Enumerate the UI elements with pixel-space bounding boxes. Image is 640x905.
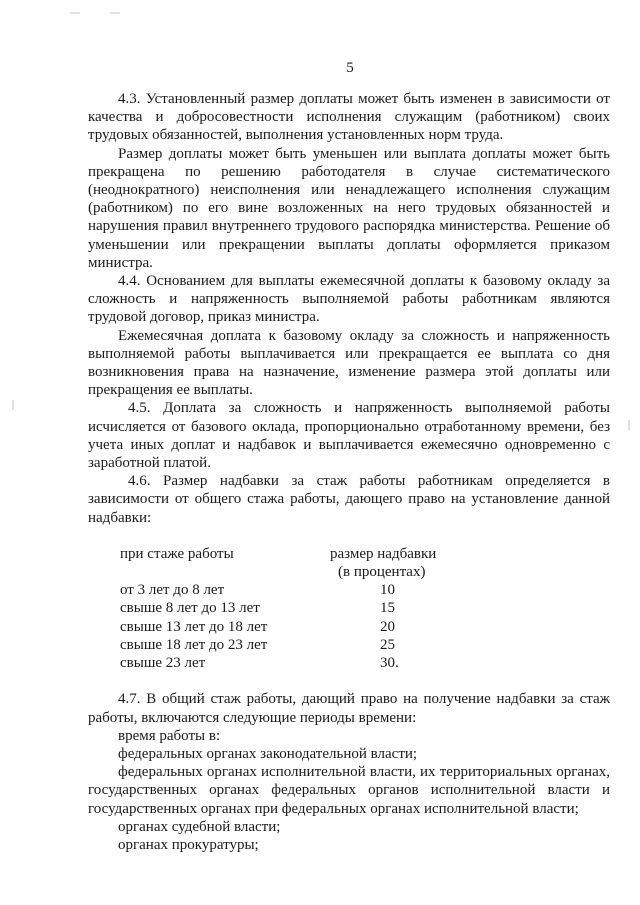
- page-number: 5: [346, 60, 354, 76]
- scan-mark: [12, 400, 14, 410]
- paragraph-4-6: 4.6. Размер надбавки за стаж работы работникам определяется в зависимости от общего стажа работы, дающего право на установление данной надбавки:: [88, 473, 610, 526]
- scan-mark: [110, 12, 120, 14]
- spacer: [88, 527, 610, 545]
- list-item: федеральных органах законодательной власти;: [118, 745, 418, 762]
- table-row: [88, 618, 610, 636]
- table-header: [88, 545, 610, 563]
- seniority-bonus-table: [88, 545, 610, 672]
- table-cell-value: 10: [380, 582, 395, 599]
- list-item: органах прокуратуры;: [118, 836, 259, 853]
- table-row: [88, 654, 610, 672]
- scan-mark: [628, 420, 630, 430]
- scan-mark: [70, 12, 80, 14]
- list-item: органах судебной власти;: [118, 818, 281, 835]
- document-body: [88, 90, 610, 854]
- table-cell-value: 20: [380, 618, 395, 635]
- table-cell-period: свыше 18 лет до 23 лет: [120, 636, 268, 653]
- table-header-period: при стаже работы: [120, 545, 234, 562]
- table-header-sub: [88, 563, 610, 581]
- paragraph-4-5: 4.5. Доплата за сложность и напряженность выполняемой работы исчисляется от базового оклада, пропорционально отработанному времени, без учета иных доплат и надбавок и выплачивается ежемесячно одновременно с заработной платой.: [88, 400, 610, 472]
- list-intro: время работы в:: [118, 727, 221, 744]
- paragraph-4-3: 4.3. Установленный размер доплаты может быть изменен в зависимости от качества и добросовестности исполнения служащим (работником) своих трудовых обязанностей, выполнения установленных норм труда.: [88, 91, 610, 144]
- table-cell-value: 30.: [380, 655, 399, 672]
- paragraph-4-4-continued: Ежемесячная доплата к базовому окладу за сложность и напряженность выполняемой работы выплачивается или прекращается ее выплата со дня возникновения права на назначение, изменение размера этой доплаты или прекращения ее выплаты.: [88, 327, 610, 399]
- table-cell-value: 25: [380, 636, 395, 653]
- table-cell-period: свыше 13 лет до 18 лет: [120, 618, 268, 635]
- table-cell-period: свыше 8 лет до 13 лет: [120, 600, 260, 617]
- table-header-size-unit: (в процентах): [338, 564, 426, 581]
- list-item: федеральных органах исполнительной власти, их территориальных органах, государственных органах федеральных органов исполнительной власти и государственных органах при федеральных органах исполнительной власти;: [88, 764, 610, 817]
- table-row: [88, 581, 610, 599]
- table-row: [88, 599, 610, 617]
- table-row: [88, 636, 610, 654]
- table-cell-period: свыше 23 лет: [120, 655, 206, 672]
- table-cell-period: от 3 лет до 8 лет: [120, 582, 225, 599]
- paragraph-4-7: 4.7. В общий стаж работы, дающий право на получение надбавки за стаж работы, включаются следующие периоды времени:: [88, 691, 610, 726]
- table-cell-value: 15: [380, 600, 395, 617]
- spacer: [88, 672, 610, 690]
- table-header-size: размер надбавки: [330, 545, 437, 562]
- paragraph-4-4: 4.4. Основанием для выплаты ежемесячной доплаты к базовому окладу за сложность и напряженность выполняемой работы работникам являются трудовой договор, приказ министра.: [88, 273, 610, 326]
- paragraph-4-3-continued: Размер доплаты может быть уменьшен или выплата доплаты может быть прекращена по решению работодателя в случае систематического (неоднократного) неисполнения или ненадлежащего исполнения служащим (работником) по его вине возложенных на него трудовых обязанностей и нарушения правил внутреннего трудового распорядка министерства. Решение об уменьшении или прекращении выплаты доплаты оформляется приказом министра.: [88, 145, 610, 271]
